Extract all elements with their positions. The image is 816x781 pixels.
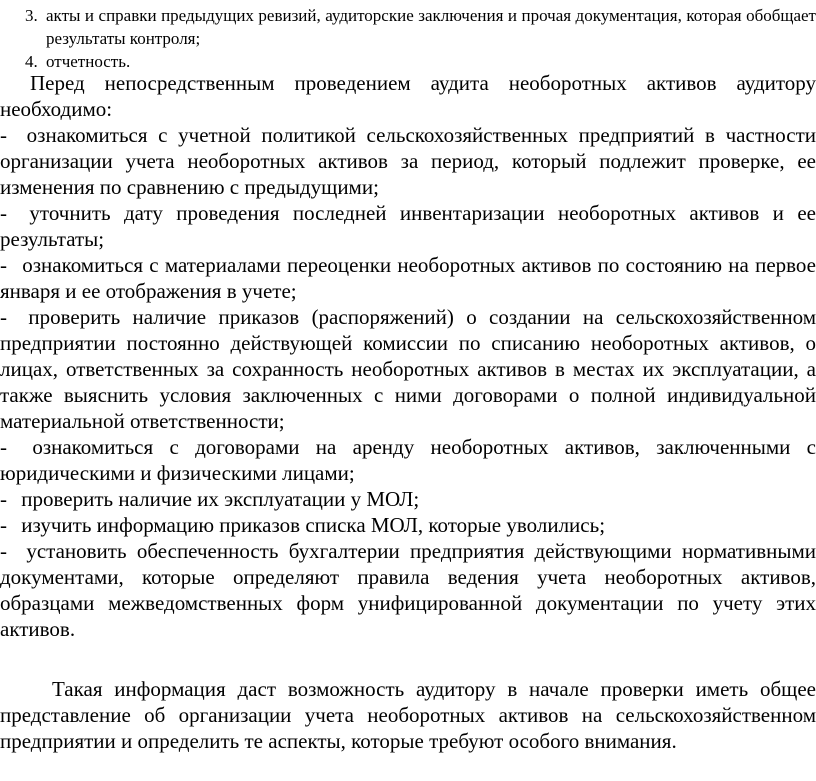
requirements-list xyxy=(0,122,816,642)
list-item-text: ознакомиться с договорами на аренду необоротных активов, заключенными с юридическими и физическими лицами; xyxy=(0,435,816,485)
bullet-dash: - xyxy=(0,201,7,225)
bullet-dash: - xyxy=(0,435,7,459)
numbered-item-3 xyxy=(0,4,816,50)
item-number: 4. xyxy=(25,52,38,71)
closing-paragraph: Такая информация даст возможность аудитору в начале проверки иметь общее представление об организации учета необоротных активов на сельскохозяйственном предприятии и определить те аспекты, которые требуют особого внимания. xyxy=(0,677,816,753)
item-text: акты и справки предыдущих ревизий, аудиторские заключения и прочая документация, которая обобщает результаты контроля; xyxy=(46,6,816,48)
list-item xyxy=(0,486,816,512)
bullet-dash: - xyxy=(0,253,7,277)
list-item xyxy=(0,252,816,304)
list-item xyxy=(0,200,816,252)
intro-paragraph: Перед непосредственным проведением аудита необоротных активов аудитору необходимо: xyxy=(0,71,816,121)
list-item-text: ознакомиться с учетной политикой сельскохозяйственных предприятий в частности организации учета необоротных активов за период, который подлежит проверке, ее изменения по сравнению с предыдущими; xyxy=(0,123,816,199)
bullet-dash: - xyxy=(0,513,7,537)
bullet-dash: - xyxy=(0,305,7,329)
bullet-dash: - xyxy=(0,539,7,563)
list-item-text: изучить информацию приказов списка МОЛ, которые уволились; xyxy=(21,513,606,537)
list-item xyxy=(0,512,816,538)
list-item xyxy=(0,122,816,200)
list-item xyxy=(0,434,816,486)
list-item xyxy=(0,304,816,434)
list-item-text: ознакомиться с материалами переоценки необоротных активов по состоянию на первое января и ее отображения в учете; xyxy=(0,253,816,303)
list-item-text: уточнить дату проведения последней инвентаризации необоротных активов и ее результаты; xyxy=(0,201,816,251)
bullet-dash: - xyxy=(0,123,7,147)
bullet-dash: - xyxy=(0,487,7,511)
item-number: 3. xyxy=(25,6,38,25)
list-item-text: проверить наличие приказов (распоряжений) о создании на сельскохозяйственном предприятии постоянно действующей комиссии по списанию необоротных активов, о лицах, ответственных за сохранность необоротных активов в местах их эксплуатации, а также выяснить условия заключенных с ними договорами о полной индивидуальной материальной ответственности; xyxy=(0,305,816,433)
list-item-text: проверить наличие их эксплуатации у МОЛ; xyxy=(21,487,420,511)
list-item-text: установить обеспеченность бухгалтерии предприятия действующими нормативными документами, которые определяют правила ведения учета необоротных активов, образцами межведомственных форм унифицированной документации по учету этих активов. xyxy=(0,539,816,641)
item-text: отчетность. xyxy=(46,52,131,71)
list-item xyxy=(0,538,816,642)
